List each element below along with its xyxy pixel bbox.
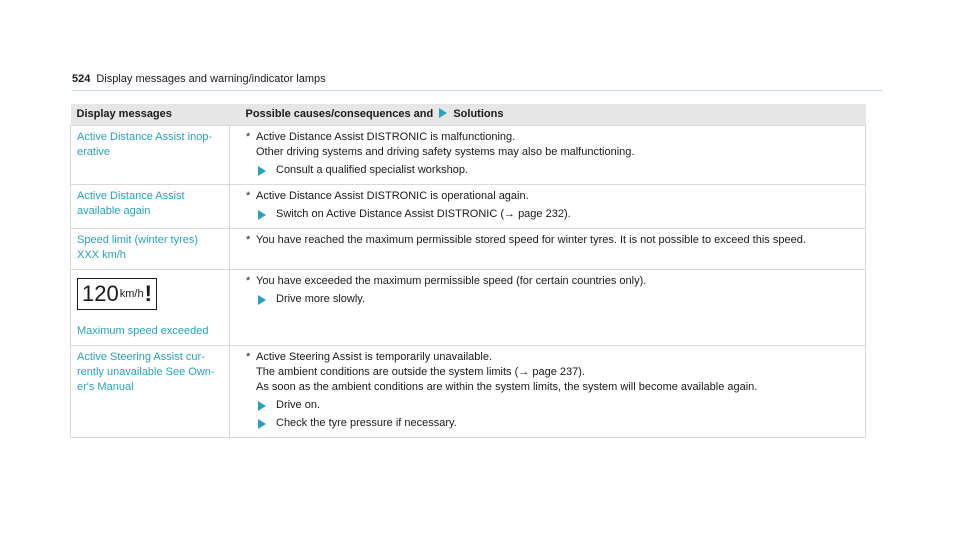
action-arrow-icon [258, 401, 266, 411]
table-row [71, 126, 866, 185]
message-text: Active Steering Assist cur- [77, 351, 205, 363]
cause-cell [230, 270, 866, 346]
cause-cell [230, 346, 866, 438]
message-text: Maximum speed exceeded [77, 325, 209, 337]
speed-limit-icon [77, 278, 157, 310]
message-cell [71, 229, 230, 270]
message-text: Speed limit (winter tyres) [77, 234, 199, 246]
cause-cell [230, 126, 866, 185]
cause-text: Active Distance Assist DISTRONIC is malfunctioning. [256, 131, 516, 143]
asterisk-marker: * [246, 131, 251, 143]
action-arrow-icon [258, 419, 266, 429]
message-text: er's Manual [77, 381, 134, 393]
message-cell [71, 126, 230, 185]
cause-text: Active Distance Assist DISTRONIC is operational again. [256, 190, 529, 202]
col-header-solutions-label: Solutions [453, 108, 504, 120]
action-arrow-icon [258, 295, 266, 305]
col-header-display-messages: Display messages [71, 104, 230, 126]
action-arrow-icon [258, 166, 266, 176]
action-text: Switch on Active Distance Assist DISTRONIC (→ page 232). [276, 208, 571, 220]
table-header-row [71, 104, 866, 126]
speed-sign-exclamation: ! [144, 281, 152, 307]
play-arrow-icon [439, 108, 447, 118]
message-text: Active Distance Assist inop- [77, 131, 213, 143]
asterisk-marker: * [246, 351, 251, 363]
display-messages-table [70, 104, 866, 438]
message-text: Active Distance Assist [77, 190, 185, 202]
table-row [71, 185, 866, 229]
message-text: XXX km/h [77, 249, 126, 261]
message-text: erative [77, 146, 111, 158]
speed-sign-unit: km/h [119, 288, 144, 301]
message-cell [71, 346, 230, 438]
action-arrow-icon [258, 210, 266, 220]
message-text: rently unavailable See Own- [77, 366, 215, 378]
speed-sign-value: 120 [82, 281, 119, 307]
table-row [71, 229, 866, 270]
cause-text: You have exceeded the maximum permissible speed (for certain countries only). [256, 275, 647, 287]
message-text: available again [77, 205, 151, 217]
action-text: Consult a qualified specialist workshop. [276, 164, 468, 176]
message-cell [71, 185, 230, 229]
table-row [71, 346, 866, 438]
detail-text: The ambient conditions are outside the system limits (→ page 237). [256, 366, 585, 378]
message-cell [71, 270, 230, 346]
asterisk-marker: * [246, 234, 251, 246]
cause-text: You have reached the maximum permissible stored speed for winter tyres. It is not possible to exceed this speed. [256, 234, 806, 246]
action-text: Drive on. [276, 399, 321, 411]
table-row [71, 270, 866, 346]
asterisk-marker: * [246, 190, 251, 202]
action-text: Drive more slowly. [276, 293, 366, 305]
page-number: 524 [72, 73, 91, 85]
action-text: Check the tyre pressure if necessary. [276, 417, 457, 429]
page-header [72, 72, 882, 91]
asterisk-marker: * [246, 275, 251, 287]
cause-cell [230, 229, 866, 270]
detail-text: Other driving systems and driving safety systems may also be malfunctioning. [256, 146, 635, 158]
cause-text: Active Steering Assist is temporarily unavailable. [256, 351, 492, 363]
col-header-causes-label: Possible causes/consequences and [245, 108, 434, 120]
detail-text: As soon as the ambient conditions are within the system limits, the system will become available again. [256, 381, 758, 393]
cause-cell [230, 185, 866, 229]
col-header-causes-solutions [230, 104, 866, 126]
page-title: Display messages and warning/indicator lamps [96, 73, 326, 85]
